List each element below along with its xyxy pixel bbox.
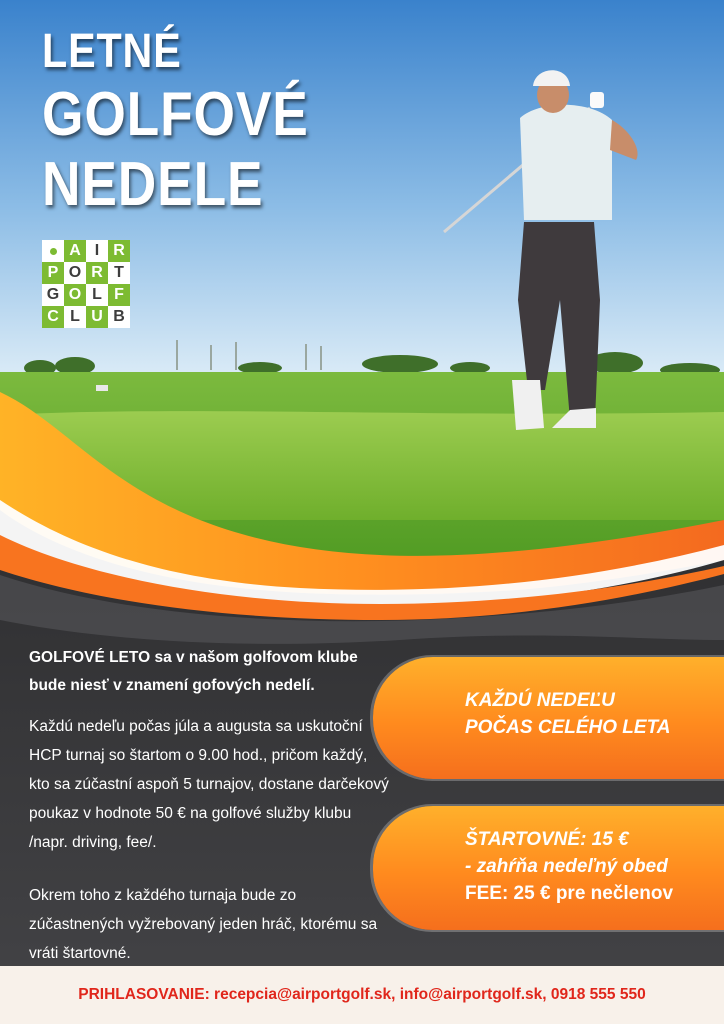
logo-letter: O	[64, 262, 86, 284]
logo-letter: U	[86, 306, 108, 328]
logo-letter: O	[64, 284, 86, 306]
title-line-2: GOLFOVÉ	[42, 80, 309, 149]
logo-letter: T	[108, 262, 130, 284]
highlight-2-line-1: ŠTARTOVNÉ: 15 €	[465, 829, 629, 850]
logo-letter: B	[108, 306, 130, 328]
highlight-1-line-2: POČAS CELÉHO LETA	[465, 717, 671, 738]
logo-letter: R	[86, 262, 108, 284]
logo-letter: L	[64, 306, 86, 328]
highlight-entry-fee	[373, 806, 724, 930]
highlight-2-line-2: - zahŕňa nedeľný obed	[465, 856, 668, 877]
logo-dot-cell	[42, 240, 64, 262]
registration-contact: PRIHLASOVANIE: recepcia@airportgolf.sk, info@airportgolf.sk, 0918 555 550	[78, 986, 646, 1003]
intro-paragraph-2: Okrem toho z každého turnaja bude zo zúčastnených vyžrebovaný jeden hráč, ktorému sa vráti štartovné.	[29, 887, 378, 962]
highlight-1-line-1: KAŽDÚ NEDEĽU	[465, 690, 615, 711]
logo-letter: I	[86, 240, 108, 262]
logo-letter: A	[64, 240, 86, 262]
intro-paragraph-1: Každú nedeľu počas júla a augusta sa uskutoční HCP turnaj so štartom o 9.00 hod., pričom každý, kto sa zúčastní aspoň 5 turnajov, dostane darčekový poukaz v hodnote 50 € na golfové služby klubu /napr. driving, fee/.	[29, 718, 389, 851]
logo-letter: C	[42, 306, 64, 328]
highlight-2-text	[465, 826, 673, 907]
highlight-1-text	[465, 687, 671, 741]
poster-title	[42, 25, 352, 219]
title-line-3: NEDELE	[42, 150, 264, 219]
logo-letter: L	[86, 284, 108, 306]
registration-footer	[0, 966, 724, 1024]
logo-letter: G	[42, 284, 64, 306]
intro-text	[29, 644, 389, 968]
highlight-every-sunday	[373, 657, 724, 779]
intro-lead: GOLFOVÉ LETO sa v našom golfovom klube bude niesť v znamení gofových nedelí.	[29, 649, 358, 694]
logo-letter: R	[108, 240, 130, 262]
logo-letter: P	[42, 262, 64, 284]
title-line-1: LETNÉ	[42, 25, 182, 78]
highlight-2-line-3: FEE: 25 € pre nečlenov	[465, 883, 674, 904]
logo-letter: F	[108, 284, 130, 306]
airport-golf-club-logo	[42, 240, 130, 328]
